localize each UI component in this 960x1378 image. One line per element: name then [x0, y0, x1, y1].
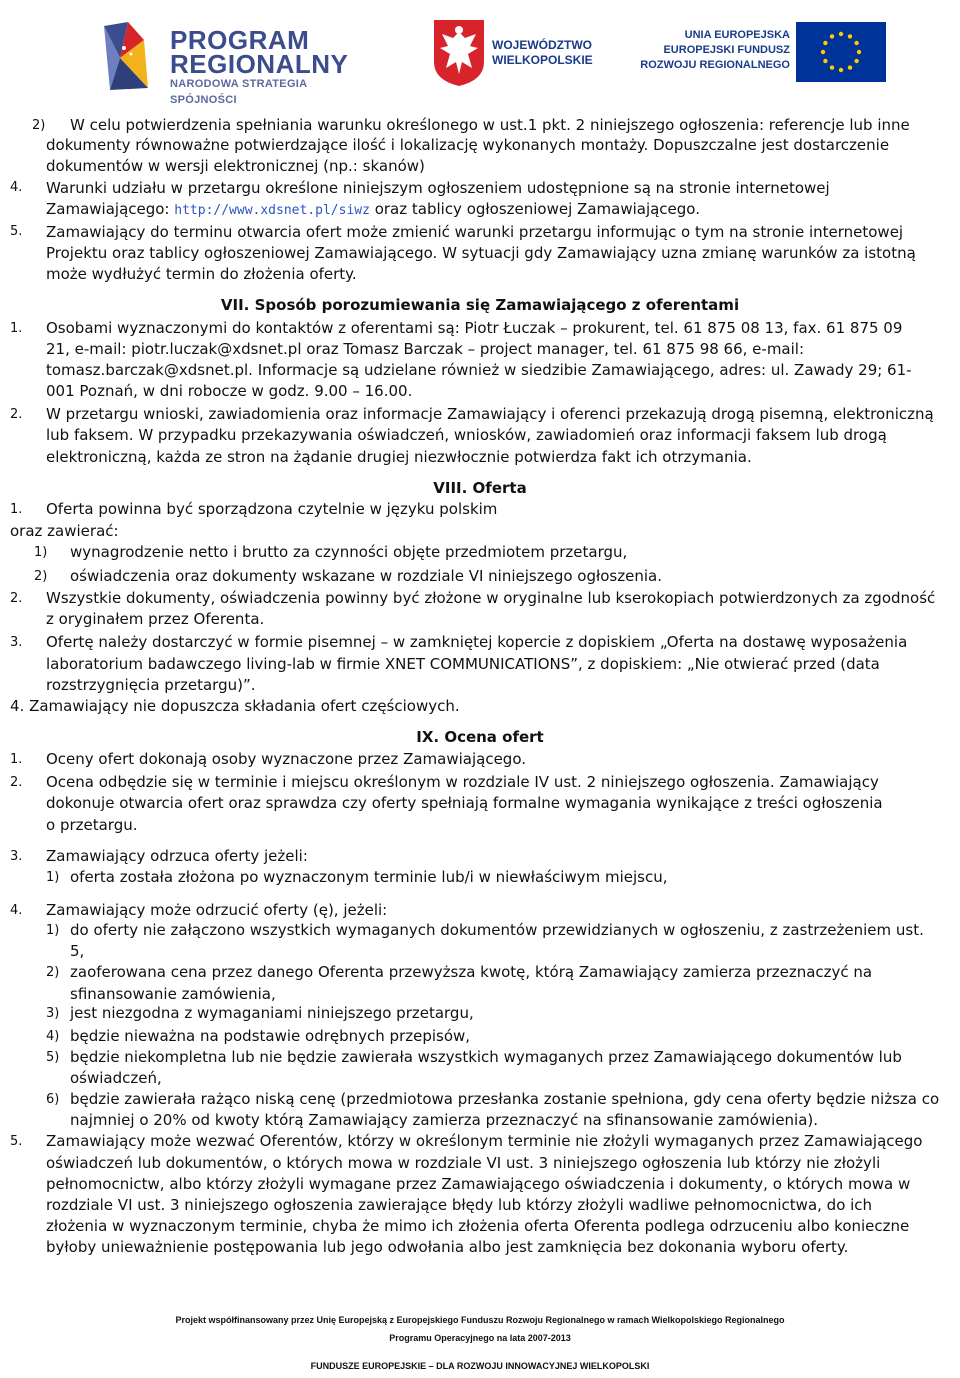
- text-line: jest niezgodna z wymaganiami niniejszego przetargu,: [70, 1004, 474, 1022]
- text-line: W celu potwierdzenia spełniania warunku określonego w ust.1 pkt. 2 niniejszego ogłoszenia: referencje lub inne: [70, 116, 910, 134]
- list-number: 4.: [10, 180, 23, 195]
- program-regionalny-emblem-icon: [98, 18, 162, 98]
- wlkp-logo-line2: WIELKOPOLSKIE: [492, 53, 593, 67]
- text-line: oświadczeń lub dokumentów, o których mowa w rozdziale VI ust. 3 niniejszego ogłoszenia lub którzy nie złożyli: [46, 1154, 881, 1172]
- text-segment: oraz tablicy ogłoszeniowej Zamawiającego.: [369, 200, 700, 218]
- footer-line2: Programu Operacyjnego na lata 2007-2013: [389, 1333, 571, 1343]
- text-line: do oferty nie załączono wszystkich wymaganych dokumentów przewidzianych w ogłoszeniu, z zastrzeżeniem ust.: [70, 921, 924, 939]
- text-line: W przetargu wnioski, zawiadomienia oraz informacje Zamawiający i oferenci przekazują drogą pisemną, elektroniczną: [46, 405, 934, 423]
- text-line: zaoferowana cena przez danego Oferenta przewyższa kwotę, którą Zamawiający zamierza przeznaczyć na: [70, 963, 873, 981]
- text-line: 21, e-mail: piotr.luczak@xdsnet.pl oraz Tomasz Barczak – project manager, tel. 61 875 98 66, e-mail:: [46, 340, 805, 358]
- text-segment: Zamawiającego:: [46, 200, 175, 218]
- text-line: rozdziale VI ust. 3 niniejszego ogłoszenia zawierające błędy lub którzy złożyli wadliwe pełnomocnictwa, do ich: [46, 1196, 873, 1214]
- text-line: 4. Zamawiający nie dopuszcza składania ofert częściowych.: [10, 697, 460, 715]
- section-heading-vii: VII. Sposób porozumiewania się Zamawiającego z oferentami: [220, 296, 740, 314]
- list-number: 2): [32, 118, 46, 133]
- list-number: 3.: [10, 635, 23, 650]
- siwz-link[interactable]: http://www.xdsnet.pl/siwz: [174, 203, 370, 218]
- text-line: będzie nieważna na podstawie odrębnych przepisów,: [70, 1027, 471, 1045]
- text-line: pełnomocnictw, albo którzy złożyli wymagane przez Zamawiającego oświadczenia i dokumenty, o których mowa w: [46, 1175, 911, 1193]
- text-line: Wszystkie dokumenty, oświadczenia powinny być złożone w oryginalne lub kserokopiach potwierdzonych za zgodność: [46, 589, 936, 607]
- text-line: 001 Poznań, w dni robocze w godz. 9.00 – 16.00.: [46, 382, 413, 400]
- text-line: będzie niekompletna lub nie będzie zawierała wszystkich wymaganych przez Zamawiającego dokumentów lub: [70, 1048, 902, 1066]
- text-line: może wydłużyć termin do złożenia oferty.: [46, 265, 357, 283]
- list-number: 1.: [10, 321, 23, 336]
- wlkp-logo-line1: WOJEWÓDZTWO: [492, 38, 592, 52]
- text-line: [46, 199, 700, 221]
- wielkopolskie-logo: [432, 18, 602, 88]
- list-number: 4): [46, 1029, 60, 1044]
- text-line: o przetargu.: [46, 816, 138, 834]
- eu-logo-line2: EUROPEJSKI FUNDUSZ: [663, 44, 790, 56]
- text-line: dokumentów w wersji elektronicznej (np.: skanów): [46, 157, 425, 175]
- eu-logo-line1: UNIA EUROPEJSKA: [684, 29, 790, 41]
- text-line: dokonuje otwarcia ofert oraz sprawdza czy oferty spełniają formalne wymagania wynikające z treści ogłoszenia: [46, 794, 883, 812]
- list-number: 5.: [10, 224, 23, 239]
- text-line: sfinansowanie zamówienia,: [70, 985, 276, 1003]
- text-line: oświadczenia oraz dokumenty wskazane w rozdziale VI niniejszego ogłoszenia.: [70, 567, 662, 585]
- list-number: 1): [46, 870, 60, 885]
- eu-logo-line3: ROZWOJU REGIONALNEGO: [640, 59, 790, 71]
- list-number: 1): [46, 923, 60, 938]
- section-heading-viii: VIII. Oferta: [433, 479, 527, 497]
- text-line: złożenia w wyznaczonym terminie, chyba że mimo ich złożenia oferta Oferenta podlega odrzuceniu albo konieczne: [46, 1217, 910, 1235]
- text-line: Zamawiający może odrzucić oferty (ę), jeżeli:: [46, 901, 388, 919]
- text-line: Zamawiający do terminu otwarcia ofert może zmienić warunki przetargu informując o tym na stronie internetowej: [46, 223, 904, 241]
- list-number: 2.: [10, 775, 23, 790]
- eu-logo: [640, 22, 890, 82]
- text-line: rozstrzygnięcia przetargu)”.: [46, 676, 256, 694]
- text-line: z oryginałem przez Oferenta.: [46, 610, 265, 628]
- list-number: 1): [34, 545, 48, 560]
- wielkopolskie-eagle-shield-icon: [432, 18, 486, 88]
- text-line: dokumenty równoważne potwierdzające ilość i lokalizację wykonanych montaży. Dopuszczalne jest dostarczenie: [46, 136, 890, 154]
- footer-line3: FUNDUSZE EUROPEJSKIE – DLA ROZWOJU INNOWACYJNEJ WIELKOPOLSKI: [310, 1361, 650, 1371]
- text-line: tomasz.barczak@xdsnet.pl. Informacje są udzielane również w siedzibie Zamawiającego, adres: ul. Zawady 29; 61-: [46, 361, 912, 379]
- list-number: 2.: [10, 591, 23, 606]
- section-heading-ix: IX. Ocena ofert: [416, 728, 544, 746]
- page-header: [0, 0, 960, 105]
- text-line: oraz zawierać:: [10, 522, 119, 540]
- text-line: Oferta powinna być sporządzona czytelnie w języku polskim: [46, 500, 498, 518]
- list-number: 2): [46, 965, 60, 980]
- list-number: 2.: [10, 407, 23, 422]
- list-number: 5): [46, 1050, 60, 1065]
- text-line: Ocena odbędzie się w terminie i miejscu określonym w rozdziale IV ust. 2 niniejszego ogłoszenia. Zamawiający: [46, 773, 879, 791]
- text-line: Warunki udziału w przetargu określone niniejszym ogłoszeniem udostępnione są na stronie internetowej: [46, 179, 830, 197]
- text-line: Ofertę należy dostarczyć w formie pisemnej – w zamkniętej kopercie z dopiskiem „Oferta na dostawę wyposażenia: [46, 633, 908, 651]
- program-regionalny-logo: [98, 18, 358, 106]
- text-line: Osobami wyznaczonymi do kontaktów z oferentami są: Piotr Łuczak – prokurent, tel. 61 875 08 13, fax. 61 875 09: [46, 319, 903, 337]
- text-line: 5,: [70, 942, 85, 960]
- list-number: 1.: [10, 502, 23, 517]
- text-line: wynagrodzenie netto i brutto za czynności objęte przedmiotem przetargu,: [70, 543, 628, 561]
- text-line: oświadczeń,: [70, 1069, 162, 1087]
- text-line: lub faksem. W przypadku przekazywania oświadczeń, wniosków, zawiadomień oraz informacji faksem lub drogą: [46, 426, 887, 444]
- text-line: Oceny ofert dokonają osoby wyznaczone przez Zamawiającego.: [46, 750, 527, 768]
- program-logo-line3: NARODOWA STRATEGIA SPÓJNOŚCI: [170, 78, 307, 106]
- program-logo-line2: REGIONALNY: [170, 49, 349, 79]
- text-line: Zamawiający odrzuca oferty jeżeli:: [46, 847, 308, 865]
- footer-line1: Projekt współfinansowany przez Unię Europejską z Europejskiego Funduszu Rozwoju Regionalnego w ramach Wielkopolskiego Regionalnego: [175, 1315, 785, 1325]
- list-number: 2): [34, 569, 48, 584]
- list-number: 5.: [10, 1134, 23, 1149]
- text-line: najmniej o 20% od kwoty którą Zamawiający zamierza przeznaczyć na sfinansowanie zamówienia).: [70, 1111, 819, 1129]
- text-line: laboratorium badawczego living-lab w firmie XNET COMMUNICATIONS”, z dopiskiem: „Nie otwierać przed (data: [46, 655, 880, 673]
- list-number: 1.: [10, 752, 23, 767]
- text-line: będzie zawierała rażąco niską cenę (przedmiotowa przesłanka zostanie spełniona, gdy cena oferty będzie niższa co: [70, 1090, 940, 1108]
- list-number: 4.: [10, 903, 23, 918]
- list-number: 3): [46, 1006, 60, 1021]
- list-number: 6): [46, 1092, 60, 1107]
- text-line: Zamawiający może wezwać Oferentów, którzy w określonym terminie nie złożyli wymaganych przez Zamawiającego: [46, 1132, 923, 1150]
- text-line: oferta została złożona po wyznaczonym terminie lub/i w niewłaściwym miejscu,: [70, 868, 668, 886]
- eu-flag-icon: [796, 22, 886, 82]
- list-number: 3.: [10, 849, 23, 864]
- text-line: byłoby unieważnienie postępowania lub jego odwołania albo jest zamknięcia bez dokonania wyboru oferty.: [46, 1238, 849, 1256]
- program-logo-line1: PROGRAM: [170, 25, 310, 55]
- text-line: elektroniczną, każda ze stron na żądanie drugiej niezwłocznie potwierdza fakt ich otrzymania.: [46, 448, 752, 466]
- text-line: Projektu oraz tablicy ogłoszeniowej Zamawiającego. W sytuacji gdy Zamawiający uzna zmianę warunków za istotną: [46, 244, 916, 262]
